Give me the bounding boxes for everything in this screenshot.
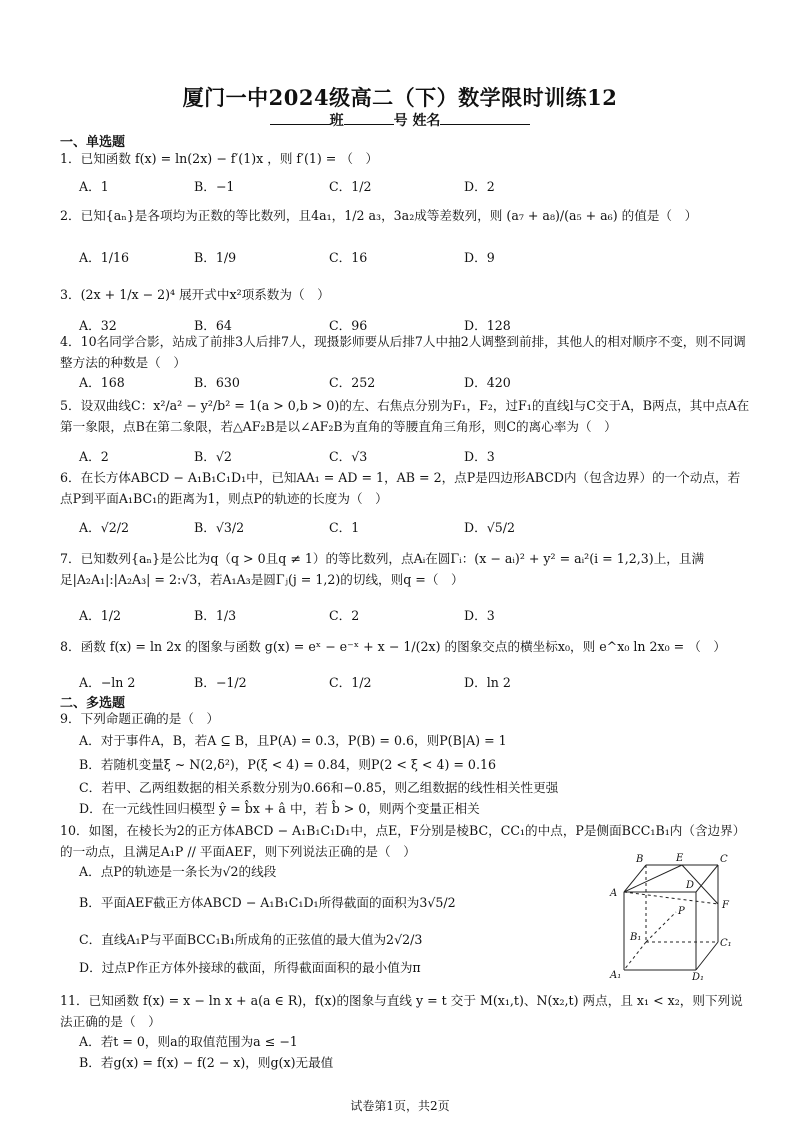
section-multi-choice: 二、多选题 xyxy=(60,696,126,711)
cube-edges xyxy=(624,865,718,970)
name-label: 姓名 xyxy=(412,113,441,129)
option-b[interactable]: B．1/3 xyxy=(194,608,237,623)
label-p: P xyxy=(678,906,685,917)
question-11-option-b[interactable]: B．若g(x) = f(x) − f(2 − x)，则g(x)无最值 xyxy=(79,1055,334,1070)
question-4-options xyxy=(79,372,739,394)
question-8: 8．函数 f(x) = ln 2x 的图象与函数 g(x) = eˣ − e⁻ˣ + x − 1/(2x) 的图象交点的横坐标x₀，则 e^x₀ ln 2x₀ = （ ） xyxy=(60,639,727,654)
question-5-options xyxy=(79,446,739,468)
label-d1: D₁ xyxy=(692,972,705,980)
question-6: 6．在长方体ABCD − A₁B₁C₁D₁中，已知AA₁ = AD = 1，AB = 2，点P是四边形ABCD内（包含边界）的一个动点，若点P到平面A₁BC₁的距离为1，则点P的轨迹的长度为（ ） xyxy=(60,470,741,506)
option-d[interactable]: D．2 xyxy=(464,179,495,194)
cube-figure xyxy=(606,850,746,980)
option-d[interactable]: D．ln 2 xyxy=(464,675,511,690)
number-label: 号 xyxy=(393,113,408,129)
class-label: 班 xyxy=(329,113,344,129)
option-d[interactable]: D．√5/2 xyxy=(464,520,515,535)
question-5: 5．设双曲线C：x²/a² − y²/b² = 1(a > 0,b > 0)的左、右焦点分别为F₁，F₂，过F₁的直线l与C交于A，B两点，其中点A在第一象限，点B在第二象限，若△AF₂B是以∠AF₂B为直角的等腰直角三角形，则C的离心率为（ ） xyxy=(60,398,750,434)
question-8-options xyxy=(79,672,739,694)
class-blank[interactable] xyxy=(270,110,330,125)
question-6-options xyxy=(79,517,739,539)
question-11: 11．已知函数 f(x) = x − ln x + a(a ∈ R)，f(x)的图象与直线 y = t 交于 M(x₁,t)、N(x₂,t) 两点，且 x₁ < x₂，则下列说法正确的是（ ） xyxy=(60,993,743,1029)
option-a[interactable]: A．1/2 xyxy=(79,608,121,623)
label-c1: C₁ xyxy=(720,938,732,949)
option-a[interactable]: A．32 xyxy=(79,318,117,333)
option-c[interactable]: C．1/2 xyxy=(329,179,372,194)
option-b[interactable]: B．1/9 xyxy=(194,250,237,265)
exam-title: 厦门一中2024级高二（下）数学限时训练12 xyxy=(182,85,618,110)
option-c[interactable]: C．252 xyxy=(329,375,376,390)
question-9-option-b[interactable]: B．若随机变量ξ ~ N(2,δ²)，P(ξ < 4) = 0.84，则P(2 < ξ < 4) = 0.16 xyxy=(79,757,496,772)
option-a[interactable]: A．√2/2 xyxy=(79,520,129,535)
label-f: F xyxy=(722,900,729,911)
question-7-options xyxy=(79,605,739,627)
number-blank[interactable] xyxy=(344,110,394,125)
option-c[interactable]: C．2 xyxy=(329,608,360,623)
page-footer: 试卷第1页，共2页 xyxy=(350,1099,450,1113)
option-b[interactable]: B．64 xyxy=(194,318,232,333)
option-a[interactable]: A．1/16 xyxy=(79,250,129,265)
question-10-option-a[interactable]: A．点P的轨迹是一条长为√2的线段 xyxy=(79,864,277,879)
option-a[interactable]: A．168 xyxy=(79,375,125,390)
option-b[interactable]: B．630 xyxy=(194,375,240,390)
option-d[interactable]: D．9 xyxy=(464,250,495,265)
question-11-option-a[interactable]: A．若t = 0，则a的取值范围为a ≤ −1 xyxy=(79,1034,298,1049)
question-9: 9．下列命题正确的是（ ） xyxy=(60,711,220,726)
section-single-choice: 一、单选题 xyxy=(60,135,126,150)
option-c[interactable]: C．16 xyxy=(329,250,368,265)
question-1-options xyxy=(79,176,739,198)
question-9-option-a[interactable]: A．对于事件A，B，若A ⊆ B，且P(A) = 0.3，P(B) = 0.6，则P(B|A) = 1 xyxy=(79,733,507,748)
label-b: B xyxy=(636,854,644,865)
option-d[interactable]: D．128 xyxy=(464,318,511,333)
option-c[interactable]: C．96 xyxy=(329,318,368,333)
option-d[interactable]: D．3 xyxy=(464,449,495,464)
option-a[interactable]: A．−ln 2 xyxy=(79,675,136,690)
student-info-line xyxy=(0,110,800,130)
label-b1: B₁ xyxy=(630,932,642,943)
question-9-option-c[interactable]: C．若甲、乙两组数据的相关系数分别为0.66和−0.85，则乙组数据的线性相关性更强 xyxy=(79,780,559,795)
option-a[interactable]: A．2 xyxy=(79,449,109,464)
option-c[interactable]: C．1/2 xyxy=(329,675,372,690)
name-blank[interactable] xyxy=(440,110,530,125)
question-10-option-d[interactable]: D．过点P作正方体外接球的截面，所得截面面积的最小值为π xyxy=(79,960,421,975)
question-7: 7．已知数列{aₙ}是公比为q（q > 0且q ≠ 1）的等比数列，点Aᵢ在圆Γᵢ：(x − aᵢ)² + y² = aᵢ²(i = 1,2,3)上，且满足|A₂A₁|:|A₂A₃| = 2:√3，若A₁A₃是圆Γⱼ(j = 1,2)的切线，则q =（ ） xyxy=(60,551,705,587)
question-10-option-c[interactable]: C．直线A₁P与平面BCC₁B₁所成角的正弦值的最大值为2√2/3 xyxy=(79,932,423,947)
question-10: 10．如图，在棱长为2的正方体ABCD − A₁B₁C₁D₁中，点E，F分别是棱BC，CC₁的中点，P是侧面BCC₁B₁内（含边界）的一动点，且满足A₁P // 平面AEF，则下列说法正确的是（ ） xyxy=(60,823,746,859)
label-a: A xyxy=(610,888,618,899)
option-c[interactable]: C．√3 xyxy=(329,449,368,464)
option-b[interactable]: B．√3/2 xyxy=(194,520,245,535)
label-a1: A₁ xyxy=(610,970,622,980)
question-3: 3．(2x + 1/x − 2)⁴ 展开式中x²项系数为（ ） xyxy=(60,287,330,302)
option-c[interactable]: C．1 xyxy=(329,520,360,535)
label-c: C xyxy=(720,854,728,865)
option-a[interactable]: A．1 xyxy=(79,179,109,194)
question-2-options xyxy=(79,247,739,269)
question-1: 1．已知函数 f(x) = ln(2x) − f′(1)x ，则 f′(1) = （ ） xyxy=(60,151,379,166)
question-9-option-d[interactable]: D．在一元线性回归模型 ŷ = b̂x + â 中，若 b̂ > 0，则两个变量正相关 xyxy=(79,801,480,816)
question-2: 2．已知{aₙ}是各项均为正数的等比数列，且4a₁，1/2 a₃，3a₂成等差数列，则 (a₇ + a₈)/(a₅ + a₆) 的值是（ ） xyxy=(60,208,698,223)
question-4: 4．10名同学合影，站成了前排3人后排7人，现摄影师要从后排7人中抽2人调整到前排，其他人的相对顺序不变，则不同调整方法的种数是（ ） xyxy=(60,334,746,370)
label-d: D xyxy=(686,880,695,891)
option-b[interactable]: B．√2 xyxy=(194,449,232,464)
option-b[interactable]: B．−1/2 xyxy=(194,675,247,690)
label-e: E xyxy=(676,853,684,864)
option-d[interactable]: D．3 xyxy=(464,608,495,623)
option-d[interactable]: D．420 xyxy=(464,375,511,390)
question-10-option-b[interactable]: B．平面AEF截正方体ABCD − A₁B₁C₁D₁所得截面的面积为3√5/2 xyxy=(79,895,456,910)
option-b[interactable]: B．−1 xyxy=(194,179,235,194)
